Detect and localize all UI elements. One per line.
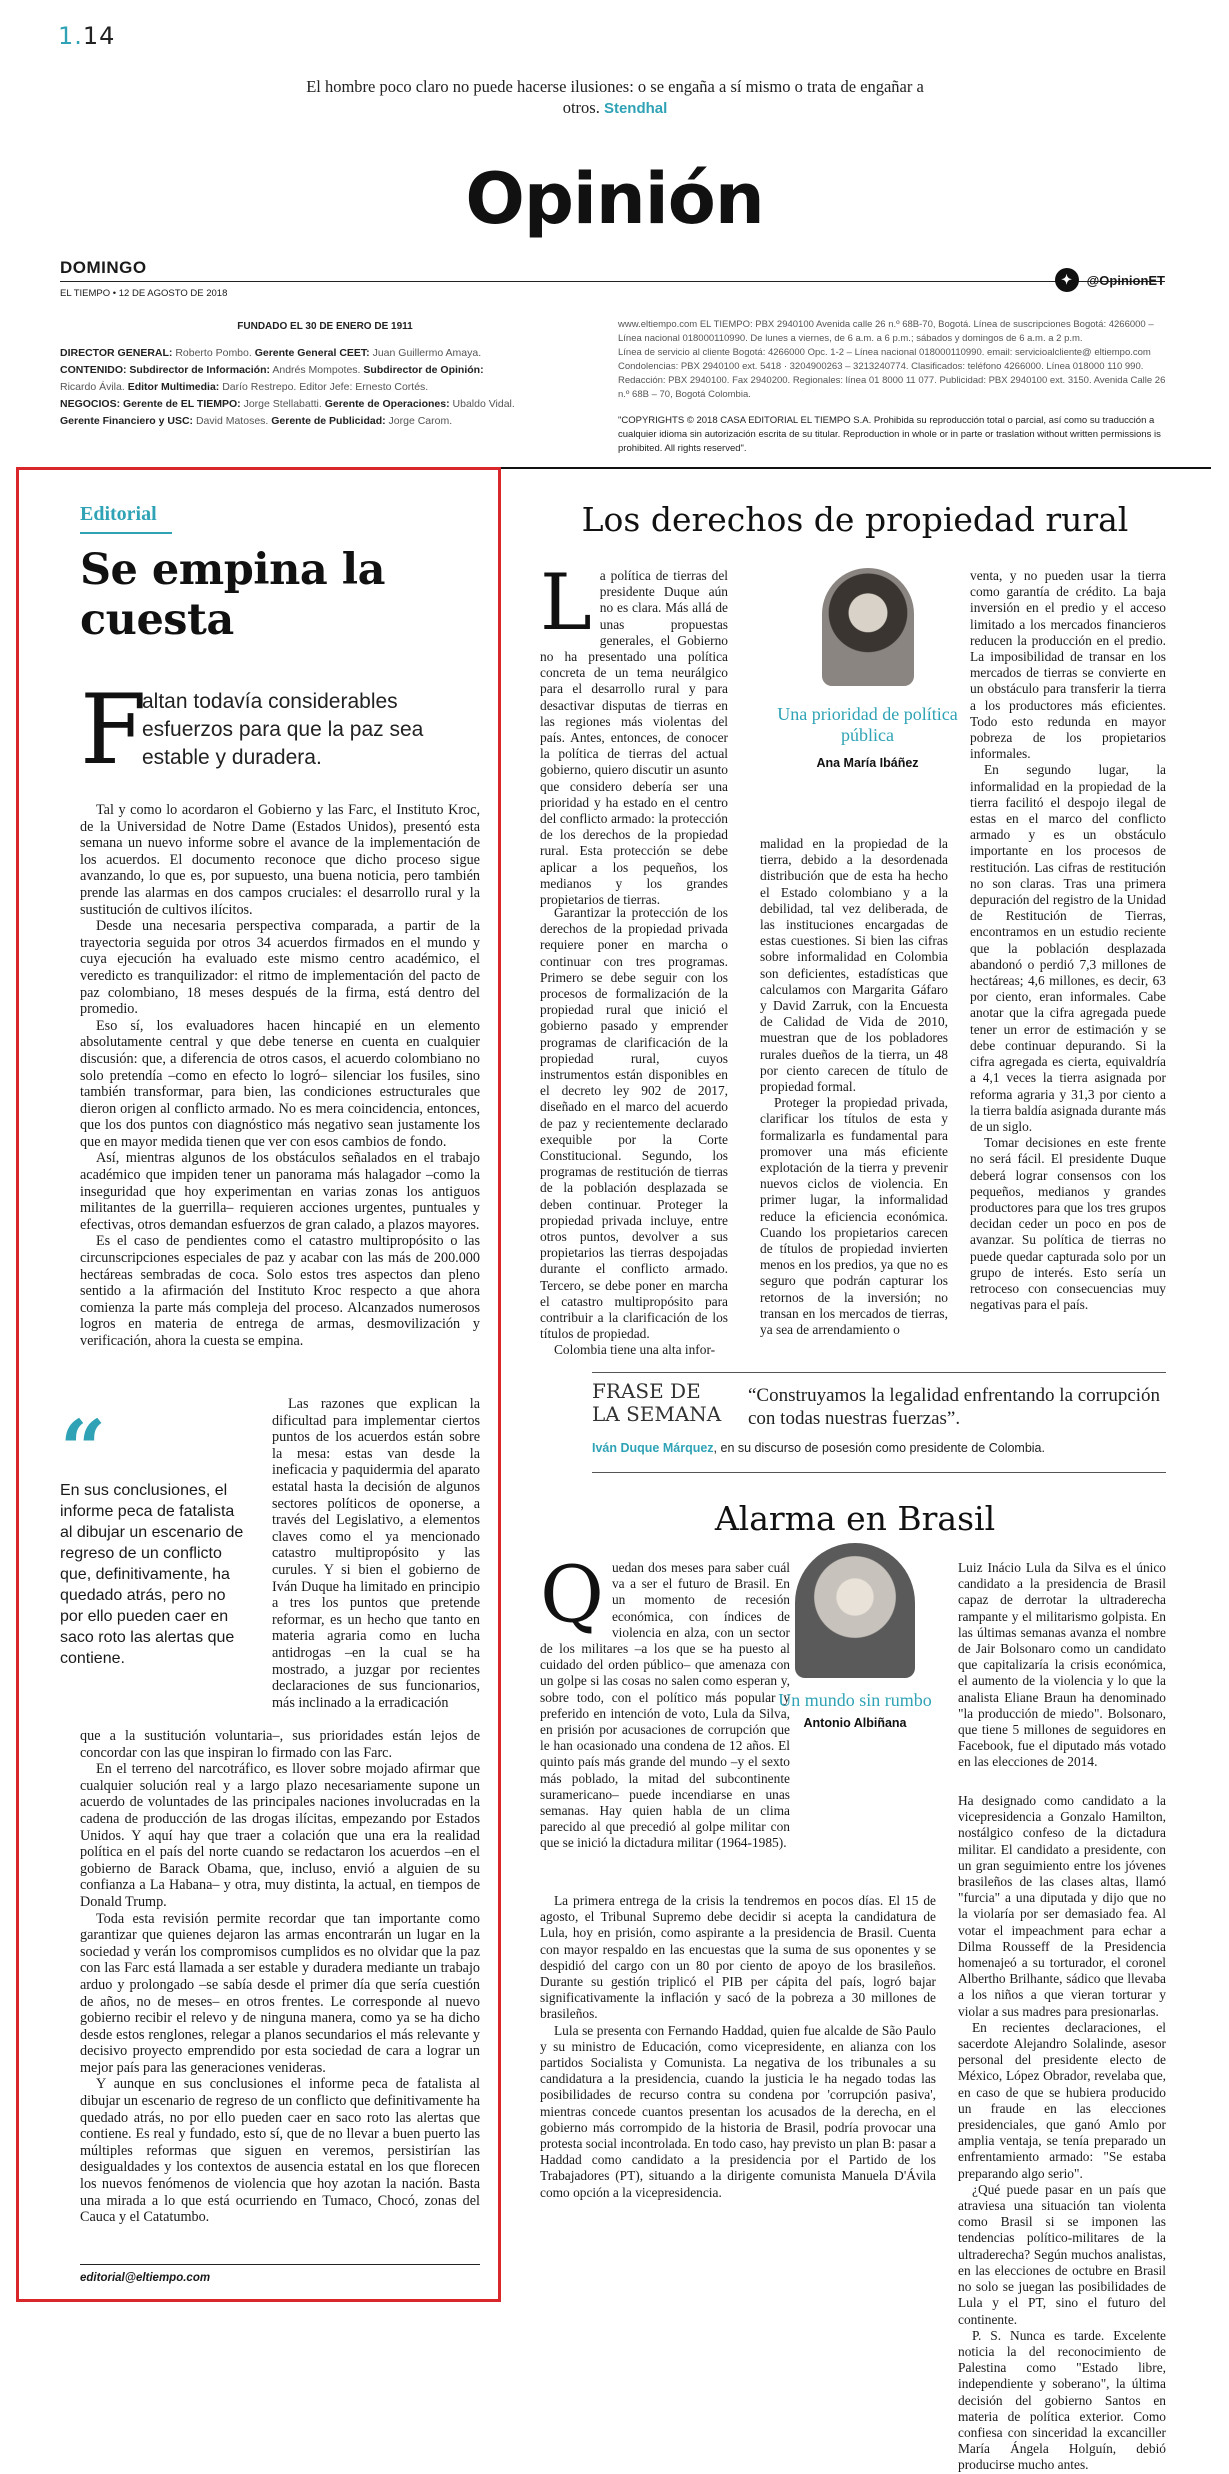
frase-context: , en su discurso de posesión como presidente de Colombia. — [713, 1441, 1045, 1455]
frase-label — [592, 1380, 721, 1426]
paragraph: Quedan dos meses para saber cuál va a ser el futuro de Brasil. En un momento de recesión económica, con índices de violencia en alza, con un sector de los militares –a los que se ha puesto al cuidado del orden público– que amenaza con un golpe si las cosas no salen como esperan y, sobre todo, con el político más popular y preferido en intención de voto, Lula da Silva, en prisión por acusaciones de corrupción que le han ocasionado una condena de 12 años. El quinto país más grande del mundo –y el sexto más poblado, la mitad del subcontinente suramericano– puede incendiarse en unas semanas. Hay quien habla de un clima parecido al que precedió al golpe militar con que se inició la dictadura militar (1964-1985). — [540, 1550, 790, 1851]
article1-column-3 — [970, 568, 1166, 1313]
staff-line: Gerente Financiero y USC: David Matoses. Gerente de Publicidad: Jorge Carom. — [60, 415, 453, 427]
editorial-headline: Se empina la cuesta — [80, 545, 385, 645]
contact-line: Línea de servicio al cliente Bogotá: 4266000 Opc. 1-2 – Línea nacional 018000110990. email: servicioalcliente@ eltiempo.com Condolencias: PBX 2940100 ext. 5418 · 3204900263 – 3213240774. Clasificados: teléfono 4266000. Línea 018000 110 990. Redacción: PBX 2940100. Fax 2940200. Regionales: línea 01 8000 11 077. Publicidad: PBX 2940100 ext. 3150. Avenida Calle 26 n.º 68B – 70, Bogotá Colombia. — [618, 347, 1166, 400]
staff-line: NEGOCIOS: Gerente de EL TIEMPO: Jorge Stellabatti. Gerente de Operaciones: Ubaldo Vidal. — [60, 398, 515, 410]
author-photo — [795, 1543, 915, 1678]
paragraph: Toda esta revisión permite recordar que tan importante como garantizar que quienes dejaron las armas encontrarán un lugar en la sociedad y verán los compromisos cumplidos es no olvidar que la paz con las Farc está llamada a ser estable y duradera mediante un trabajo arduo y prolongado –se sabía desde el primer día que sería cuestión de años, no de meses– en otros frentes. Le corresponde al nuevo gobierno recibir el relevo y de ninguna manera, como ya se ha dicho desde estos renglones, relegar a planos secundarios el más relevante y decisivo proyecto emprendido por esta sociedad de cara a lograr un mejor país para las generaciones venideras. — [80, 1910, 480, 2076]
article1-column-2 — [760, 836, 948, 1338]
day-label: DOMINGO — [60, 258, 147, 277]
paragraph: malidad en la propiedad de la tierra, debido a la desordenada distribución que de esta ha hecho el Estado colombiano y a la debilidad, tal vez deliberada, de las instituciones encargadas de estas cuestiones. Si bien las cifras sobre informalidad en Colombia son deficientes, estadísticas que calculamos con Margarita Gáfaro y David Zarruk, con la Encuesta de Calidad de Vida de 2010, muestran que de los pobladores rurales dueños de la tierra, un 48 por ciento carecen de título de propiedad formal. — [760, 836, 948, 1095]
staff-box — [60, 318, 590, 430]
quote-mark-icon: “ — [60, 1402, 107, 1496]
frase-rule-top — [592, 1372, 1166, 1373]
paragraph: Es el caso de pendientes como el catastro multipropósito o las circunscripciones especiales de paz y acabar con las más de 200.000 hectáreas sembradas de coca. Solo estos tres aspectos dan pleno sentido a la afirmación del Instituto Kroc respecto a que ahora comienza la parte más compleja del proceso. Alcanzados numerosos logros en materia de entrega de armas, desmovilización y verificación, ahora la cuesta se empina. — [80, 1233, 480, 1349]
editorial-tag-underline — [80, 532, 172, 534]
dateline: EL TIEMPO • 12 DE AGOSTO DE 2018 — [60, 288, 228, 299]
paragraph: En recientes declaraciones, el sacerdote Alejandro Solalinde, asesor personal del presidente electo de México, López Obrador, revelaba que, en caso de que se hubiera producido un fraude en las elecciones presidenciales, que ganó Amlo por amplia ventaja, se tenía preparado un enfrentamiento armado: "Se estaba preparando algo serio". — [958, 2019, 1166, 2181]
paragraph: La política de tierras del presidente Duque aún no es clara. Más allá de unas propuestas generales, el Gobierno no ha presentado una política concreta de un tema neurálgico para el desarrollo rural y para desactivar disputas de tierras en las regiones más violentas del país. Antes, entonces, de conocer la política de tierras del actual gobierno, quiero discutir un asunto que considero debería ser una prioridad y ha estado en el centro del conflicto armado: la protección de los derechos de la propiedad rural. Esta protección se debe aplicar a los pequeños, los medianos y los grandes propietarios de tierras. — [540, 558, 728, 908]
editorial-lead — [80, 674, 480, 798]
quote-text: El hombre poco claro no puede hacerse ilusiones: o se engaña a sí mismo o trata de engañar a otros. — [306, 77, 924, 117]
paragraph: Lula se presenta con Fernando Haddad, quien fue alcalde de São Paulo y su ministro de Educación, como vicepresidente, en alianza con los partidos Socialista y Comunista. La negativa de los tribunales a su candidatura a la presidencia, cuando la justicia le ha negado todas las posibilidades de recurso contra su condena por 'corrupción pasiva', mientras concede cuantos presentan los acusados de la derecha, en el gobierno más corrompido de la historia de Brasil, podría provocar una protesta social incontrolada. En todo caso, hay previsto un plan B: pasar a Haddad como candidato a la presidencia por el Partido de los Trabajadores (PT), situando a la dirigente comunista Manuela D'Ávila como opción a la vicepresidencia. — [540, 2022, 936, 2200]
editorial-tag: Editorial — [80, 503, 157, 525]
column-caption: Un mundo sin rumbo — [778, 1690, 932, 1710]
section-masthead: Opinión — [465, 158, 764, 240]
drop-cap: L — [540, 558, 592, 648]
author-byline: Ana María Ibáñez — [816, 756, 919, 770]
editorial-body-end — [80, 1728, 480, 2226]
header-rule — [60, 281, 1165, 282]
article-title: Alarma en Brasil — [714, 1499, 996, 1538]
header-quote — [300, 76, 930, 119]
paragraph: Ha designado como candidato a la vicepresidencia a Gonzalo Hamilton, nostálgico confeso de la dictadura militar. El candidato a presidente, con un gran seguimiento entre los jóvenes brasileños de las clases altas, llamó "furcia" a una diputada y dijo que no la violaría por ser demasiado fea. Al votar el impeachment para echar a Dilma Rousseff de la Presidencia homenajeó a su torturador, el coronel Albertho Brilhante, sádico que llevaba a los niños a que vieran torturar y violar a sus madres para presionarlas. — [958, 1793, 1166, 2019]
email-rule — [80, 2264, 480, 2265]
lead-text: altan todavía considerables esfuerzos para que la paz sea estable y duradera. — [142, 690, 424, 769]
frase-rule-bottom — [592, 1472, 1166, 1473]
contact-line: www.eltiempo.com EL TIEMPO: PBX 2940100 Avenida calle 26 n.º 68B-70, Bogotá. Línea de suscripciones Bogotá: 4266000 – Línea nacional 018000110990. De lunes a viernes, de 6 a.m. a 6 p.m.; sábados y domingos de 6 a.m. a 2 p.m. — [618, 319, 1154, 344]
paragraph: Proteger la propiedad privada, clarificar los títulos de esta y formalizarla es fundamental para promover una más eficiente explotación de la tierra y prevenir nuevos ciclos de violencia. En primer lugar, la informalidad reduce la eficiencia económica. Cuando los propietarios carecen de títulos de propiedad invierten menos en los predios, ya que no es seguro que podrán capturar los retornos de la inversión; no transan en los mercados de tierras, ya sea de arrendamiento o — [760, 1095, 948, 1338]
paragraph: Así, mientras algunos de los obstáculos señalados en el trabajo académico que impiden tener un panorama más halagador –como la inseguridad que hoy experimentan en varias zonas los antiguos militantes de la guerrilla– requieren acciones urgentes, puntuales y efectivas, otros demandan esfuerzos de gran calado, a plazos mayores. — [80, 1150, 480, 1233]
twitter-bird-icon: ✦ — [1055, 268, 1079, 292]
author-photo — [822, 568, 914, 686]
frase-attribution — [592, 1441, 1172, 1455]
paragraph: Tomar decisiones en este frente no será fácil. El presidente Duque deberá lograr consensos con los pequeños, medianos y grandes productores para que los tres grupos decidan ceder un poco en pos de avanzar. Su política de tierras no puede quedar capturada solo por un grupo de interés. Esto sería un retroceso con consecuencias muy negativas para el país. — [970, 1135, 1166, 1313]
paragraph: ¿Qué puede pasar en un país que atraviesa una situación tan violenta como Brasil si se imponen las tendencias político-militares de la ultraderecha? Según muchos analistas, en las elecciones de octubre en Brasil no solo se juegan las posibilidades de Lula y el PT, sino el futuro del continente. — [958, 2181, 1166, 2327]
editorial-email-link[interactable]: editorial@eltiempo.com — [80, 2272, 211, 2284]
column-caption: Una prioridad de política pública — [777, 704, 958, 745]
drop-cap: Q — [540, 1550, 604, 1640]
twitter-handle: @OpinionET — [1086, 272, 1165, 288]
paragraph: Luiz Inácio Lula da Silva es el único candidato a la presidencia de Brasil capaz de derrotar la ultraderecha rampante y el militarismo golpista. En las últimas semanas avanza el nombre de Jair Bolsonaro como un candidato que capitalizaría la crisis económica, el aumento de la violencia y lo que la analista Eliane Braun ha denominado "la producción de miedo". Bolsonaro, que tiene 5 millones de seguidores en Facebook, fue el diputado más votado en las elecciones de 2014. — [958, 1560, 1166, 1770]
page-number — [58, 22, 115, 50]
paragraph: Desde una necesaria perspectiva comparada, a partir de la trayectoria seguida por otros 34 acuerdos firmados en el mundo y cuya ejecución ha evaluado este mismo centro académico, el veredicto es tranquilizador: el ritmo de implementación del pacto de paz colombiano, 18 meses después de la firma, está dentro del promedio. — [80, 918, 480, 1018]
pull-quote-text: En sus conclusiones, el informe peca de fatalista al dibujar un escenario de regreso de un conflicto que, definitivamente, ha quedado atrás, pero no por ello pueden caer en saco roto las alertas que contiene. — [60, 1482, 244, 1667]
article-title: Los derechos de propiedad rural — [581, 500, 1129, 539]
frase-speaker: Iván Duque Márquez — [592, 1441, 714, 1455]
pull-quote — [60, 1402, 250, 1669]
article2-column-1b — [540, 1893, 936, 2201]
paragraph: En el terreno del narcotráfico, es llover sobre mojado afirmar que cualquier solución real y a largo plazo necesariamente supone un acuerdo de voluntades de las principales naciones involucradas en la cadena de producción de las drogas ilícitas, empezando por Estados Unidos. Y aquí hay que traer a colación que una era la realidad política en el país del norte cuando se redactaron los acuerdos –en el gobierno de Barack Obama, que, incluso, envió a alguien de su confianza a La Habana– y otra, muy distinta, la actual, en tiempos de Donald Trump. — [80, 1761, 480, 1910]
founded-line: FUNDADO EL 30 DE ENERO DE 1911 — [237, 321, 413, 332]
article1-column-1b — [540, 905, 728, 1359]
staff-line: Ricardo Ávila. Editor Multimedia: Darío Restrepo. Editor Jefe: Ernesto Cortés. — [60, 381, 429, 393]
section-number: 1. — [58, 22, 83, 50]
paragraph: Colombia tiene una alta infor- — [554, 1342, 716, 1358]
twitter-handle-link[interactable] — [1055, 268, 1165, 292]
contact-box — [618, 318, 1166, 456]
quote-author: Stendhal — [603, 100, 668, 117]
paragraph: venta, y no pueden usar la tierra como garantía de crédito. La baja inversión en el predio y el acceso limitado a los mercados financieros reducen la producción en el predio. La imposibilidad de transar en los mercados de tierras se convierte en un obstáculo para transferir la tierra a los productores más eficientes. Todo esto redunda en mayor pobreza de los propietarios informales. — [970, 568, 1166, 762]
article2-column-2 — [958, 1560, 1166, 1771]
paragraph: Garantizar la protección de los derechos de la propiedad privada requiere poner en marcha o continuar con tres programas. Primero se debe seguir con los procesos de formalización de la propiedad rural que inició el gobierno pasado y emprender programas de clarificación de la propiedad rural, cuyos instrumentos están disponibles en el decreto ley 902 de 2017, diseñado en el marco del acuerdo de paz y recientemente declarado exequible por la Corte Constitucional. Segundo, los programas de restitución de tierras de la población desplazada se deben continuar. Proteger la propiedad privada incluye, entre otros puntos, devolver a sus propietarios las tierras despojadas durante el conflicto armado. Tercero, se debe poner en marcha el catastro multipropósito para contribuir a la clarificación de los títulos de propiedad. — [540, 905, 728, 1342]
staff-line: DIRECTOR GENERAL: Roberto Pombo. Gerente General CEET: Juan Guillermo Amaya. — [60, 347, 482, 359]
article1-column-1 — [540, 558, 728, 908]
frase-label-line: FRASE DE — [592, 1379, 701, 1403]
paragraph: Las razones que explican la dificultad para implementar ciertos puntos de los acuerdos están sobre la mesa: estas van desde la ineficacia y paquidermia del aparato estatal hasta la decisión de algunos sectores políticos de oponerse, a través del Legislativo, a elementos claves como el ya mencionado catastro multipropósito y las curules. Y si bien el gobierno de Iván Duque ha limitado en principio a tres los puntos que pretende reformar, es un hecho que tanto en materia agraria como en lucha antidrogas –en la cual se ha mostrado, a juzgar por recientes declaraciones de sus funcionarios, más inclinado a la erradicación — [272, 1396, 480, 1711]
paragraph: P. S. Nunca es tarde. Excelente noticia la del reconocimiento de Palestina como "Estado libre, independiente y soberano", la última decisión del gobierno Santos en materia de política exterior. Como confiesa con sinceridad la excanciller María Ángela Holguín, debió producirse mucho antes. — [958, 2327, 1166, 2473]
paragraph: que a la sustitución voluntaria–, sus prioridades están lejos de concordar con las que inspiran lo firmado con las Farc. — [80, 1728, 480, 1761]
editorial-body — [80, 802, 480, 1350]
paragraph: Eso sí, los evaluadores hacen hincapié en un elemento absolutamente central y que debe tenerse en cuenta en cualquier discusión: que, a diferencia de otros casos, el acuerdo colombiano no solo pretendía –como en efecto lo logró– silenciar los fusiles, sino también transformar, para bien, las condiciones estructurales que dieron origen al conflicto armado. No es mera coincidencia, entonces, que los dos puntos con diagnóstico más negativo sean justamente los que en mayor medida tienen que ver con esos cambios de fondo. — [80, 1017, 480, 1150]
lead-drop-cap: F — [80, 674, 147, 786]
copyright-notice: "COPYRIGHTS © 2018 CASA EDITORIAL EL TIEMPO S.A. Prohibida su reproducción total o parcial, así como su traducción a cualquier idioma sin autorización escrita de su titular. Reproduction in whole or in parte or traslation without written permissions is prohibited. All rights reserved". — [618, 415, 1161, 454]
editorial-body-narrow — [272, 1396, 480, 1711]
page-digits: 14 — [82, 22, 116, 50]
author-byline: Antonio Albiñana — [803, 1716, 907, 1730]
paragraph: Tal y como lo acordaron el Gobierno y las Farc, el Instituto Kroc, de la Universidad de Notre Dame (Estados Unidos), presentó esta semana un nuevo informe sobre el avance de la implementación de los acuerdos. El documento reconoce que dicho proceso sigue avanzando, lo que es, por supuesto, una buena noticia, pero también prende las alarmas en dos campos cruciales: el desarrollo rural y la sustitución de cultivos ilícitos. — [80, 802, 480, 918]
frase-label-line: LA SEMANA — [592, 1402, 722, 1426]
paragraph: La primera entrega de la crisis la tendremos en pocos días. El 15 de agosto, el Tribunal Supremo debe decidir si acepta la candidatura de Lula, hoy en prisión, como aspirante a la presidencia de Brasil. Cuenta con mayor respaldo en las encuestas que la suma de sus oponentes y se despidió del cargo con un 80 por ciento de apoyo de los brasileños. Durante su gestión triplicó el PIB per cápita del país, logró bajar significativamente la inflación y sacó de la pobreza a 30 millones de brasileños. — [540, 1893, 936, 2022]
article2-column-2b — [958, 1793, 1166, 2474]
paragraph: En segundo lugar, la informalidad en la propiedad de la tierra facilitó el despojo ilegal de estas en el marco del conflicto armado y es un obstáculo importante en los procesos de restitución. Las cifras de restitución no son claras. Tras una primera depuración del registro de la Unidad de Restitución de Tierras, encontramos en un estudio reciente que la población desplazada abandonó o perdió 7,3 millones de hectáreas; 4,6 millones, es decir, 63 por ciento, eran informales. Cabe anotar que la cifra agregada puede tener un error de estimación y se debe continuar depurando. Si la cifra agregada es cierta, equivaldría a 4,1 veces la tierra asignada por reforma agraria y 31,3 por ciento a la tierra baldía asignada durante más de un siglo. — [970, 762, 1166, 1134]
frase-quote: “Construyamos la legalidad enfrentando la corrupción con todas nuestras fuerzas”. — [748, 1385, 1161, 1429]
staff-line: CONTENIDO: Subdirector de Información: Andrés Mompotes. Subdirector de Opinión: — [60, 364, 484, 376]
paragraph: Y aunque en sus conclusiones el informe peca de fatalista al dibujar un escenario de regreso de un conflicto que definitivamente ha quedado atrás, no por ello pueden caer en saco roto las alertas que contiene. Es real y fundado, esto sí, que de no llevar a buen puerto las múltiples reformas que siguen en veremos, persistirían las desigualdades y los contextos de ausencia estatal en los que florecen los nuevos fenómenos de violencia que hoy azotan la nación. Basta una mirada a lo que está ocurriendo en Tumaco, Chocó, zonas del Cauca y el Catatumbo. — [80, 2076, 480, 2226]
